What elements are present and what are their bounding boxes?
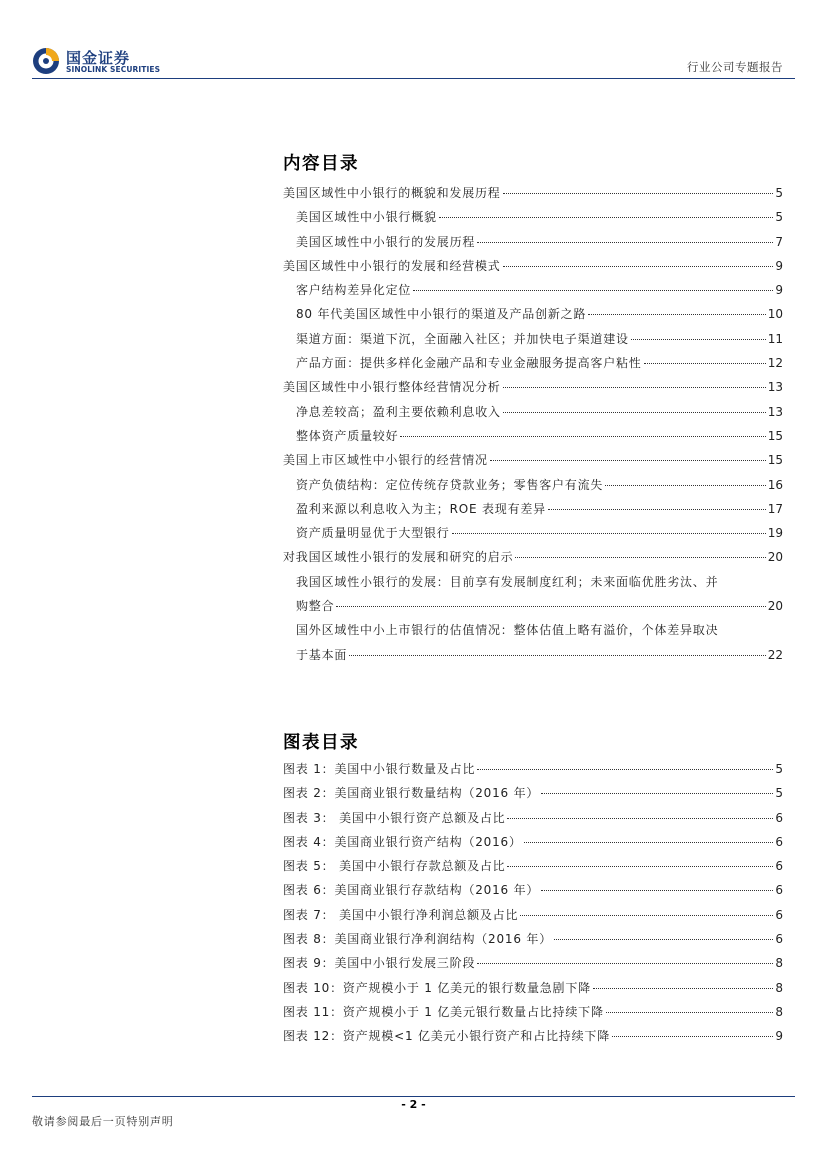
toc-page-number: 8 [775,1004,783,1019]
toc-subentry[interactable] [283,403,783,427]
toc-entry-text: 整体资产质量较好 [296,428,399,443]
figure-entry[interactable] [283,760,783,784]
figures-title: 图表目录 [283,733,359,753]
toc-page-number: 13 [767,380,783,395]
toc-page-number: 6 [775,859,783,874]
toc-page-number: 13 [767,404,783,419]
toc-page-number: 9 [775,1029,783,1044]
toc-entry-text: 图表 1：美国中小银行数量及占比 [283,762,476,776]
footer-divider [32,1096,795,1097]
dot-leader [541,890,773,891]
toc-page-number: 6 [775,883,783,898]
toc-page-number: 17 [767,501,783,516]
toc-subentry[interactable] [283,500,783,524]
toc-entry-text: 图表 12：资产规模<1 亿美元小银行资产和占比持续下降 [283,1029,610,1044]
toc-page-number: 15 [767,428,783,443]
toc-subentry-continuation[interactable] [283,646,783,670]
page-header [0,0,827,80]
figure-entry[interactable] [283,1027,783,1051]
toc-entry-text: 美国区域性中小银行整体经营情况分析 [283,380,501,395]
dot-leader [606,1012,774,1013]
toc-page-number: 10 [767,307,783,322]
sinolink-logo-icon [32,47,60,75]
toc-subentry[interactable] [283,208,783,232]
figure-entry[interactable] [283,833,783,857]
dot-leader [631,339,766,340]
dot-leader [413,290,773,291]
page-number: - 2 - [401,1098,426,1111]
toc-entry[interactable] [283,257,783,281]
dot-leader [503,387,766,388]
toc-page-number: 6 [775,907,783,922]
toc-entry-text-cont: 于基本面 [296,647,348,662]
toc-page-number: 9 [775,283,783,298]
toc-entry-text-cont: 购整合 [296,599,335,614]
toc-entry-text: 资产质量明显优于大型银行 [296,526,450,541]
toc-page-number: 8 [775,956,783,971]
toc-entry-text: 美国区域性中小银行的发展和经营模式 [283,258,501,273]
toc-entry-text: 我国区域性小银行的发展：目前享有发展制度红利；未来面临优胜劣汰、并 [296,574,719,589]
dot-leader [520,915,773,916]
toc-page-number: 20 [767,599,783,614]
dot-leader [554,939,773,940]
toc-subentry[interactable] [283,573,783,597]
dot-leader [490,460,766,461]
dot-leader [524,842,774,843]
dot-leader [507,866,773,867]
dot-leader [541,793,773,794]
logo-text-cn: 国金证券 [66,49,131,67]
dot-leader [593,988,773,989]
toc-entry[interactable] [283,451,783,475]
toc-page-number: 6 [775,834,783,849]
dot-leader [503,193,774,194]
toc-page-number: 20 [767,550,783,565]
toc-entry-text: 图表 2：美国商业银行数量结构（2016 年） [283,786,540,801]
toc-subentry[interactable] [283,427,783,451]
toc-page-number: 5 [775,762,783,776]
toc-page-number: 22 [767,647,783,662]
toc-page-number: 7 [775,234,783,249]
logo-text-en: SINOLINK SECURITIES [66,65,161,74]
dot-leader [588,314,765,315]
toc-subentry[interactable] [283,476,783,500]
toc-page-number: 5 [775,186,783,200]
figure-entry[interactable] [283,954,783,978]
toc-subentry[interactable] [283,621,783,645]
figure-entry[interactable] [283,979,783,1003]
toc-subentry[interactable] [283,524,783,548]
toc-subentry[interactable] [283,354,783,378]
dot-leader [477,242,773,243]
dot-leader [452,533,766,534]
toc-entry-text: 图表 3： 美国中小银行资产总额及占比 [283,810,506,825]
toc-entry-text: 图表 10：资产规模小于 1 亿美元的银行数量急剧下降 [283,980,591,995]
toc-entry-text: 图表 6：美国商业银行存款结构（2016 年） [283,883,540,898]
toc-entry[interactable] [283,378,783,402]
toc-subentry[interactable] [283,330,783,354]
figure-entry[interactable] [283,930,783,954]
toc-entry-text: 图表 8：美国商业银行净利润结构（2016 年） [283,932,553,947]
figures-list [283,760,783,1052]
toc-page-number: 16 [767,477,783,492]
toc-subentry[interactable] [283,305,783,329]
disclaimer-text: 敬请参阅最后一页特别声明 [32,1115,174,1128]
toc-entry-text: 80 年代美国区域性中小银行的渠道及产品创新之路 [296,307,587,322]
toc-page-number: 19 [767,526,783,541]
toc-entry-text: 图表 4：美国商业银行资产结构（2016） [283,834,522,849]
toc-page-number: 6 [775,810,783,825]
toc-page-number: 8 [775,980,783,995]
toc-page-number: 15 [767,453,783,468]
toc-entry[interactable] [283,184,783,208]
toc-entry-text: 产品方面：提供多样化金融产品和专业金融服务提高客户粘性 [296,356,642,371]
company-logo [32,47,161,79]
toc-subentry[interactable] [283,281,783,305]
toc-entry-text: 美国区域性中小银行的发展历程 [296,234,476,249]
figure-entry[interactable] [283,784,783,808]
toc-entry-text: 渠道方面：渠道下沉，全面融入社区；并加快电子渠道建设 [296,331,629,346]
toc-subentry-continuation[interactable] [283,597,783,621]
dot-leader [605,485,766,486]
figure-entry[interactable] [283,809,783,833]
toc-entry-text: 图表 5： 美国中小银行存款总额及占比 [283,859,506,874]
dot-leader [503,412,766,413]
dot-leader [349,655,766,656]
dot-leader [644,363,766,364]
toc-entry-text: 净息差较高；盈利主要依赖利息收入 [296,404,501,419]
header-divider [32,78,795,79]
toc-entry-text: 美国区域性中小银行概貌 [296,210,437,225]
toc-page-number: 6 [775,932,783,947]
dot-leader [477,963,773,964]
dot-leader [477,769,773,770]
toc-entry-text: 图表 7： 美国中小银行净利润总额及占比 [283,907,519,922]
toc-entry-text: 资产负债结构：定位传统存贷款业务；零售客户有流失 [296,477,604,492]
figure-entry[interactable] [283,857,783,881]
dot-leader [503,266,774,267]
toc-page-number: 11 [767,331,783,346]
dot-leader [439,217,774,218]
toc-title: 内容目录 [283,154,359,174]
figure-entry[interactable] [283,881,783,905]
toc-page-number: 5 [775,210,783,225]
dot-leader [548,509,766,510]
toc-page-number: 9 [775,258,783,273]
toc-entry[interactable] [283,548,783,572]
dot-leader [336,606,765,607]
toc-entry-text: 美国上市区域性中小银行的经营情况 [283,453,488,468]
dot-leader [612,1036,773,1037]
toc-page-number: 5 [775,786,783,801]
toc-subentry[interactable] [283,233,783,257]
toc-entry-text: 美国区域性中小银行的概貌和发展历程 [283,186,501,200]
toc-page-number: 12 [767,356,783,371]
toc-entry-text: 图表 11：资产规模小于 1 亿美元银行数量占比持续下降 [283,1004,604,1019]
toc-entry-text: 国外区域性中小上市银行的估值情况：整体估值上略有溢价，个体差异取决 [296,623,719,638]
dot-leader [515,557,765,558]
dot-leader [400,436,765,437]
figure-entry[interactable] [283,1003,783,1027]
toc-list [283,184,783,670]
figure-entry[interactable] [283,906,783,930]
report-type-label: 行业公司专题报告 [687,60,783,74]
toc-entry-text: 客户结构差异化定位 [296,283,412,298]
toc-entry-text: 盈利来源以利息收入为主；ROE 表现有差异 [296,501,546,516]
toc-entry-text: 图表 9：美国中小银行发展三阶段 [283,956,476,971]
dot-leader [507,818,773,819]
toc-entry-text: 对我国区域性小银行的发展和研究的启示 [283,550,514,565]
